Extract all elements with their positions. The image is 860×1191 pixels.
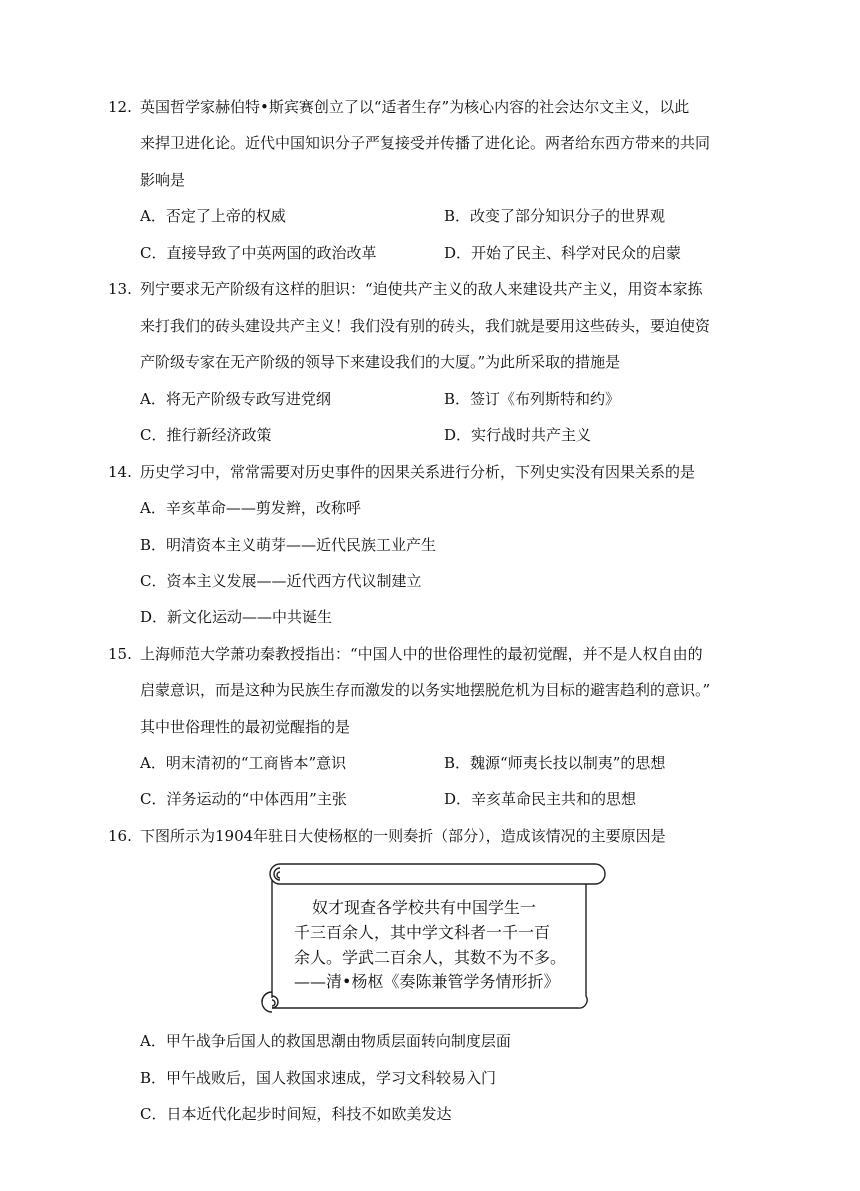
question-15-option-c[interactable]: C．洋务运动的“中体西用”主张 bbox=[140, 790, 347, 808]
question-16-option-a[interactable]: A．甲午战争后国人的救国思潮由物质层面转向制度层面 bbox=[140, 1032, 511, 1050]
question-14-stem-line-1: 历史学习中，常常需要对历史事件的因果关系进行分析，下列史实没有因果关系的是 bbox=[140, 463, 696, 481]
question-16-number: 16. bbox=[108, 827, 132, 845]
question-15-number: 15. bbox=[108, 645, 132, 663]
question-16-stem-line-1: 下图所示为1904年驻日大使杨枢的一则奏折（部分），造成该情况的主要原因是 bbox=[140, 827, 666, 845]
question-13-option-d[interactable]: D．实行战时共产主义 bbox=[444, 426, 592, 444]
question-12-stem-line-2: 来捍卫进化论。近代中国知识分子严复接受并传播了进化论。两者给东西方带来的共同 bbox=[140, 134, 711, 152]
question-12-option-b[interactable]: B．改变了部分知识分子的世界观 bbox=[444, 207, 666, 225]
scroll-text-line-2: 千三百余人，其中学文科者一千一百 bbox=[294, 923, 551, 942]
question-14-option-a[interactable]: A．辛亥革命——剪发辫，改称呼 bbox=[140, 499, 361, 517]
question-13-stem-line-1: 列宁要求无产阶级有这样的胆识：“迫使共产主义的敌人来建设共产主义，用资本家拣 bbox=[140, 280, 703, 298]
question-15-stem-line-2: 启蒙意识，而是这种为民族生存而激发的以务实地摆脱危机为目标的避害趋利的意识。” bbox=[140, 681, 711, 699]
question-13-number: 13. bbox=[108, 280, 132, 298]
question-15-option-a[interactable]: A．明末清初的“工商皆本”意识 bbox=[140, 754, 347, 772]
question-14-number: 14. bbox=[108, 463, 132, 481]
question-13-option-b[interactable]: B．签订《布列斯特和约》 bbox=[444, 390, 621, 408]
question-12-option-d[interactable]: D．开始了民主、科学对民众的启蒙 bbox=[444, 244, 682, 262]
question-16-option-c[interactable]: C．日本近代化起步时间短，科技不如欧美发达 bbox=[140, 1105, 452, 1123]
question-12-option-c[interactable]: C．直接导致了中英两国的政治改革 bbox=[140, 244, 377, 262]
question-13-stem-line-2: 来打我们的砖头建设共产主义！我们没有别的砖头，我们就是要用这些砖头，要迫使资 bbox=[140, 317, 711, 335]
scroll-text-source: ——清•杨枢《奏陈兼管学务情形折》 bbox=[294, 972, 560, 991]
question-13-option-a[interactable]: A．将无产阶级专政写进党纲 bbox=[140, 390, 331, 408]
question-14-option-d[interactable]: D．新文化运动——中共诞生 bbox=[140, 608, 333, 626]
question-14-option-c[interactable]: C．资本主义发展——近代西方代议制建立 bbox=[140, 572, 422, 590]
question-13-stem-line-3: 产阶级专家在无产阶级的领导下来建设我们的大厦。”为此所采取的措施是 bbox=[140, 353, 621, 371]
question-12-stem-line-1: 英国哲学家赫伯特•斯宾赛创立了以“适者生存”为核心内容的社会达尔文主义，以此 bbox=[140, 98, 690, 116]
question-15-option-b[interactable]: B．魏源“师夷长技以制夷”的思想 bbox=[444, 754, 666, 772]
question-13-option-c[interactable]: C．推行新经济政策 bbox=[140, 426, 272, 444]
question-16-option-b[interactable]: B．甲午战败后，国人救国求速成，学习文科较易入门 bbox=[140, 1069, 497, 1087]
scroll-text-line-1: 奴才现查各学校共有中国学生一 bbox=[312, 898, 537, 917]
question-12-number: 12. bbox=[108, 98, 132, 116]
question-12-stem-line-3: 影响是 bbox=[140, 171, 186, 189]
question-12-option-a[interactable]: A．否定了上帝的权威 bbox=[140, 207, 286, 225]
question-15-stem-line-3: 其中世俗理性的最初觉醒指的是 bbox=[140, 718, 351, 736]
scroll-text-line-3: 余人。学武二百余人，其数不为不多。 bbox=[294, 948, 567, 967]
question-15-stem-line-1: 上海师范大学萧功秦教授指出：“中国人中的世俗理性的最初觉醒，并不是人权自由的 bbox=[140, 645, 703, 663]
question-15-option-d[interactable]: D．辛亥革命民主共和的思想 bbox=[444, 790, 637, 808]
question-14-option-b[interactable]: B．明清资本主义萌芽——近代民族工业产生 bbox=[140, 536, 437, 554]
